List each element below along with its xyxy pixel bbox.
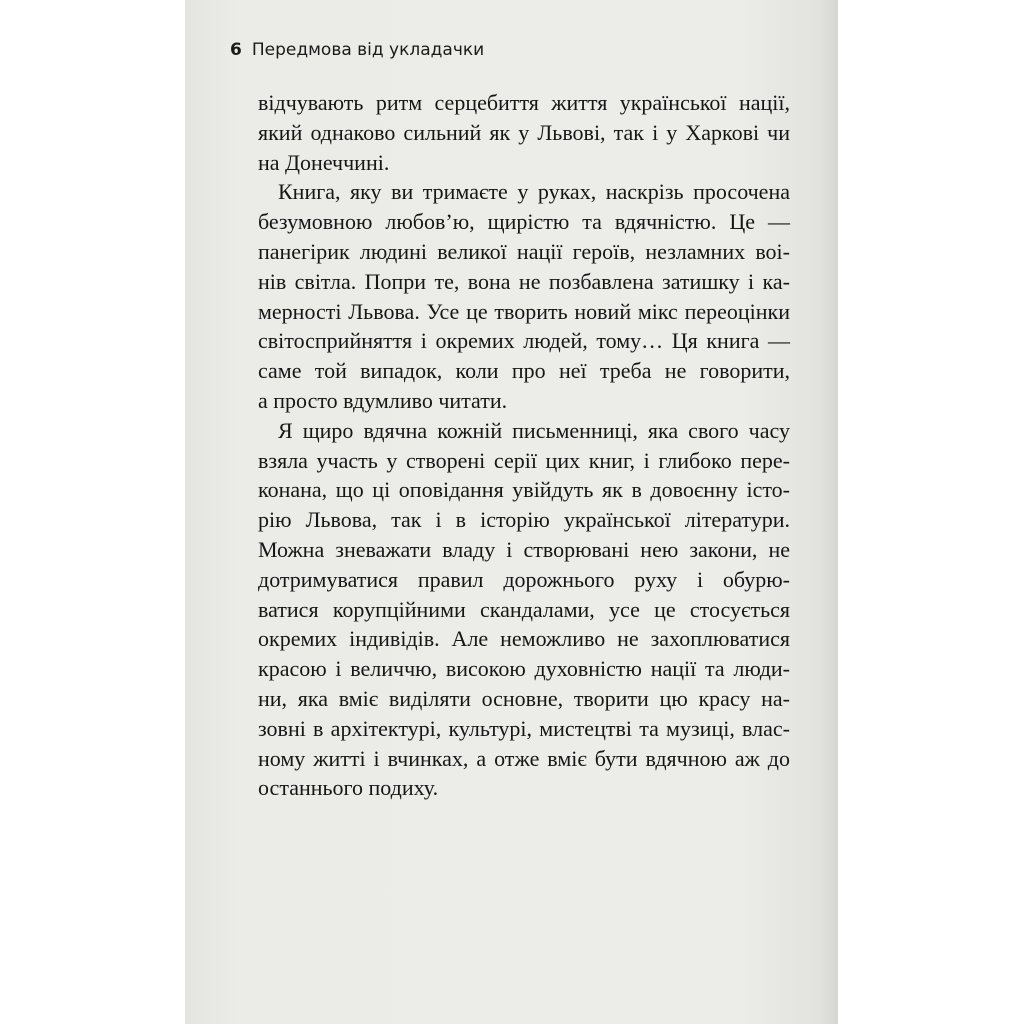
text-line: мерності Львова. Усе це творить новий мікс переоцінки [258,298,790,324]
text-line: зовні в архітектурі, культурі, мистецтві та музиці, влас- [258,715,790,741]
text-line: світосприйняття і окремих людей, тому… Ця книга — [258,328,790,354]
body-text [258,88,790,803]
text-line: Я щиро вдячна кожній письменниці, яка свого часу [278,417,790,443]
text-line: красою і величчю, високою духовністю нації та люди- [258,656,790,682]
text-line: який однаково сильний як у Львові, так і у Харкові чи [258,119,790,145]
text-line: конана, що ці оповідання увійдуть як в довоєнну істо- [258,477,790,503]
text-line: дотримуватися правил дорожнього руху і обурю- [258,566,790,592]
text-line: Можна зневажати владу і створювані нею закони, не [258,536,790,562]
text-line: рію Львова, так і в історію української літератури. [258,507,790,533]
text-line: нів світла. Попри те, вона не позбавлена затишку і ка- [258,268,790,294]
running-header [230,40,484,60]
text-line: безумовною любов’ю, щирістю та вдячністю. Це — [258,209,790,235]
text-line: відчувають ритм серцебиття життя української нації, [258,90,790,115]
text-line: окремих індивідів. Але неможливо не захоплюватися [258,626,790,652]
text-line: ному житті і вчинках, а отже вміє бути вдячною аж до [258,745,790,771]
text-line: панегірик людині великої нації героїв, незламних воі- [258,238,790,264]
text-line: саме той випадок, коли про неї треба не говорити, [258,358,790,384]
text-line: останнього подиху. [258,775,439,801]
text-line: ни, яка вміє виділяти основне, творити цю красу на- [258,685,790,711]
text-line: ватися корупційними скандалами, усе це стосується [258,596,790,622]
page-number: 6 [230,40,242,60]
book-page [185,0,838,1024]
text-line: взяла участь у створені серії цих книг, і глибоко пере- [258,447,790,473]
text-line: а просто вдумливо читати. [258,387,508,413]
text-line: на Донеччині. [258,149,390,175]
running-title: Передмова від укладачки [251,40,485,60]
text-line: Книга, яку ви тримаєте у руках, наскрізь просочена [278,179,790,205]
